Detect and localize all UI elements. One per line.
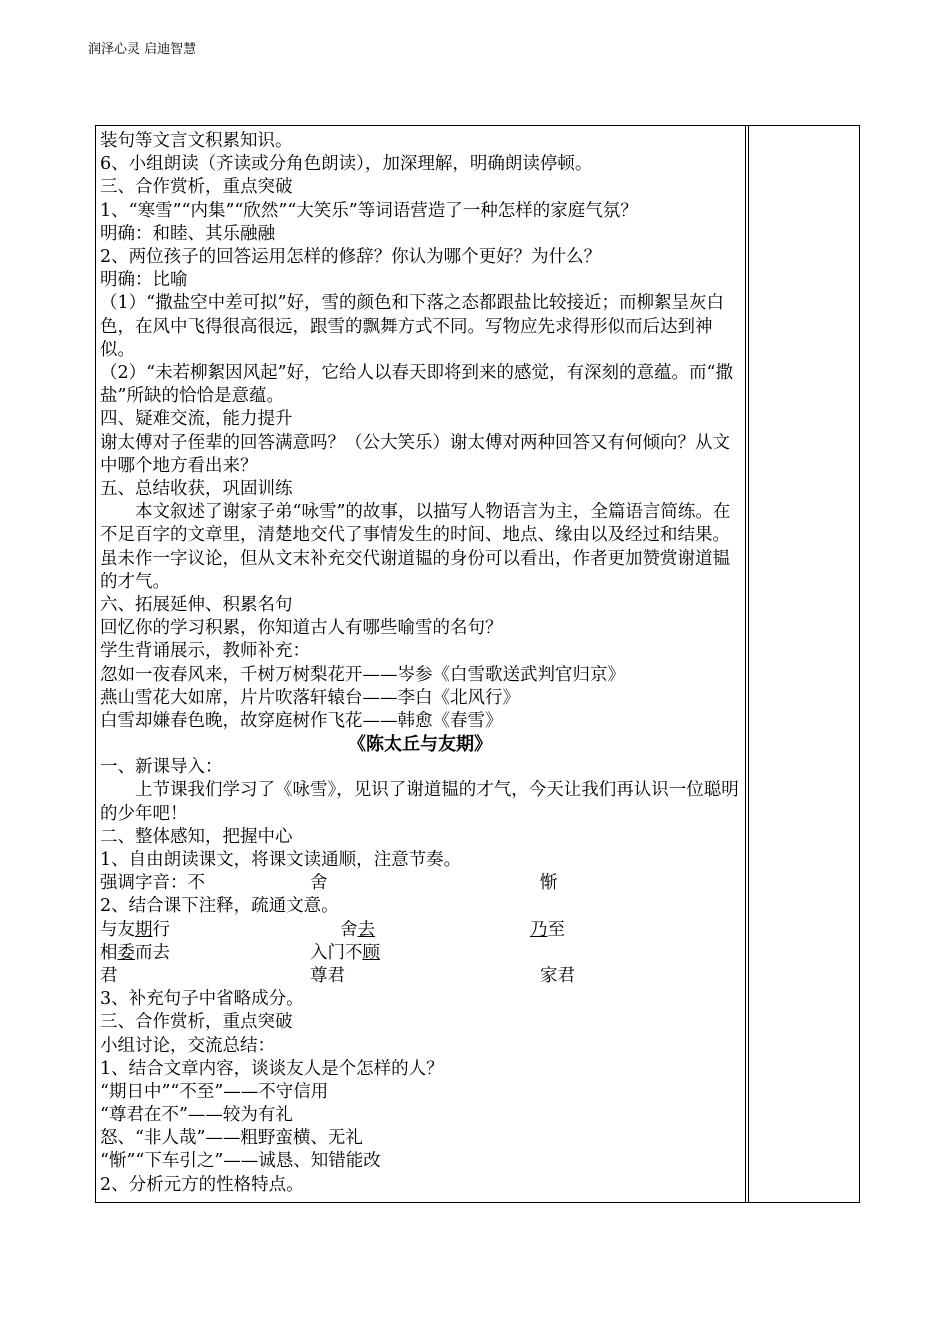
section-heading: 五、总结收获，巩固训练 [100, 478, 293, 499]
question-text: 谢太傅对子侄辈的回答满意吗？（公大笑乐）谢太傅对两种回答又有何倾向？从文中哪个地方看出来？ [100, 432, 730, 476]
pronunciation-item: 强调字音：不 [100, 873, 205, 894]
text-line: 2、结合课下注释，疏通文意。 [100, 896, 339, 917]
column-divider [745, 126, 749, 1202]
text-line: 3、补充句子中省略成分。 [100, 989, 304, 1010]
poem-quote: 燕山雪花大如席，片片吹落轩辕台——李白《北风行》 [100, 687, 520, 708]
text-line: 1、自由朗读课文，将课文读通顺，注意节奏。 [100, 850, 462, 871]
intro-paragraph: 上节课我们学习了《咏雪》，见识了谢道韫的才气，今天让我们再认识一位聪明的少年吧！ [100, 780, 739, 824]
lesson-title: 《陈太丘与友期》 [348, 734, 492, 756]
text-line: 小组讨论，交流总结： [100, 1035, 275, 1056]
answer-text: 怒、“非人哉”——粗野蛮横、无礼 [100, 1128, 363, 1149]
lesson-plan-table [95, 125, 860, 1203]
question-text: 1、“寒雪”“内集”“欣然”“大笑乐”等词语营造了一种怎样的家庭气氛？ [100, 200, 638, 221]
text-line: 回忆你的学习积累，你知道古人有哪些喻雪的名句？ [100, 618, 503, 639]
vocab-item: 家君 [540, 965, 575, 986]
page-header-text: 润泽心灵 启迪智慧 [88, 42, 197, 57]
vocab-item: 尊君 [310, 965, 345, 986]
text-line: 装句等文言文积累知识。 [100, 131, 293, 151]
question-text: 2、分析元方的性格特点。 [100, 1174, 304, 1195]
question-text: 2、两位孩子的回答运用怎样的修辞？你认为哪个更好？为什么？ [100, 246, 602, 267]
analysis-paragraph: （2）“未若柳絮因风起”好，它给人以春天即将到来的感觉，有深刻的意蕴。而“撒盐”所缺的恰恰是意蕴。 [100, 362, 733, 407]
section-heading: 六、拓展延伸、积累名句 [100, 594, 293, 615]
vocab-item: 君 [100, 965, 118, 986]
section-heading: 三、合作赏析，重点突破 [100, 1012, 293, 1033]
pronunciation-item: 惭 [540, 873, 558, 894]
answer-text: 明确：比喻 [100, 270, 188, 291]
vocab-row [100, 919, 740, 942]
section-heading: 一、新课导入： [100, 757, 223, 778]
vocab-item: 舍去 [340, 919, 375, 940]
analysis-paragraph: （1）“撒盐空中差可拟”好，雪的颜色和下落之态都跟盐比较接近；而柳絮呈灰白色，在风中飞得很高很远，跟雪的飘舞方式不同。写物应先求得形似而后达到神似。 [100, 293, 725, 360]
question-text: 1、结合文章内容，谈谈友人是个怎样的人？ [100, 1058, 444, 1079]
answer-text: “尊君在不”——较为有礼 [100, 1105, 293, 1126]
summary-paragraph: 本文叙述了谢家子弟“咏雪”的故事，以描写人物语言为主，全篇语言简练。在不足百字的文章里，清楚地交代了事情发生的时间、地点、缘由以及经过和结果。虽未作一字议论，但从文末补充交代谢道韫的身份可以看出，作者更加赞赏谢道韫的才气。 [100, 502, 731, 592]
vocab-item: 相委而去 [100, 942, 170, 963]
vocab-row [100, 965, 740, 988]
vocab-item: 与友期行 [100, 919, 170, 940]
section-heading: 二、整体感知，把握中心 [100, 826, 293, 847]
pronunciation-item: 舍 [310, 873, 328, 894]
lesson-content-cell [100, 130, 740, 1197]
answer-text: “期日中”“不至”——不守信用 [100, 1081, 329, 1102]
section-heading: 三、合作赏析，重点突破 [100, 177, 293, 198]
vocab-item: 入门不顾 [310, 942, 380, 963]
poem-quote: 忽如一夜春风来，千树万树梨花开——岑参《白雪歌送武判官归京》 [100, 664, 625, 685]
section-heading: 四、疑难交流，能力提升 [100, 409, 293, 430]
poem-quote: 白雪却嫌春色晚，故穿庭树作飞花——韩愈《春雪》 [100, 710, 503, 731]
answer-text: “惭”“下车引之”——诚恳、知错能改 [100, 1151, 381, 1172]
text-line: 6、小组朗读（齐读或分角色朗读），加深理解，明确朗读停顿。 [100, 154, 593, 175]
answer-text: 明确：和睦、其乐融融 [100, 223, 275, 244]
text-line: 学生背诵展示，教师补充： [100, 641, 310, 662]
vocab-item: 乃至 [530, 919, 565, 940]
pronunciation-row [100, 872, 740, 895]
vocab-row [100, 942, 740, 965]
